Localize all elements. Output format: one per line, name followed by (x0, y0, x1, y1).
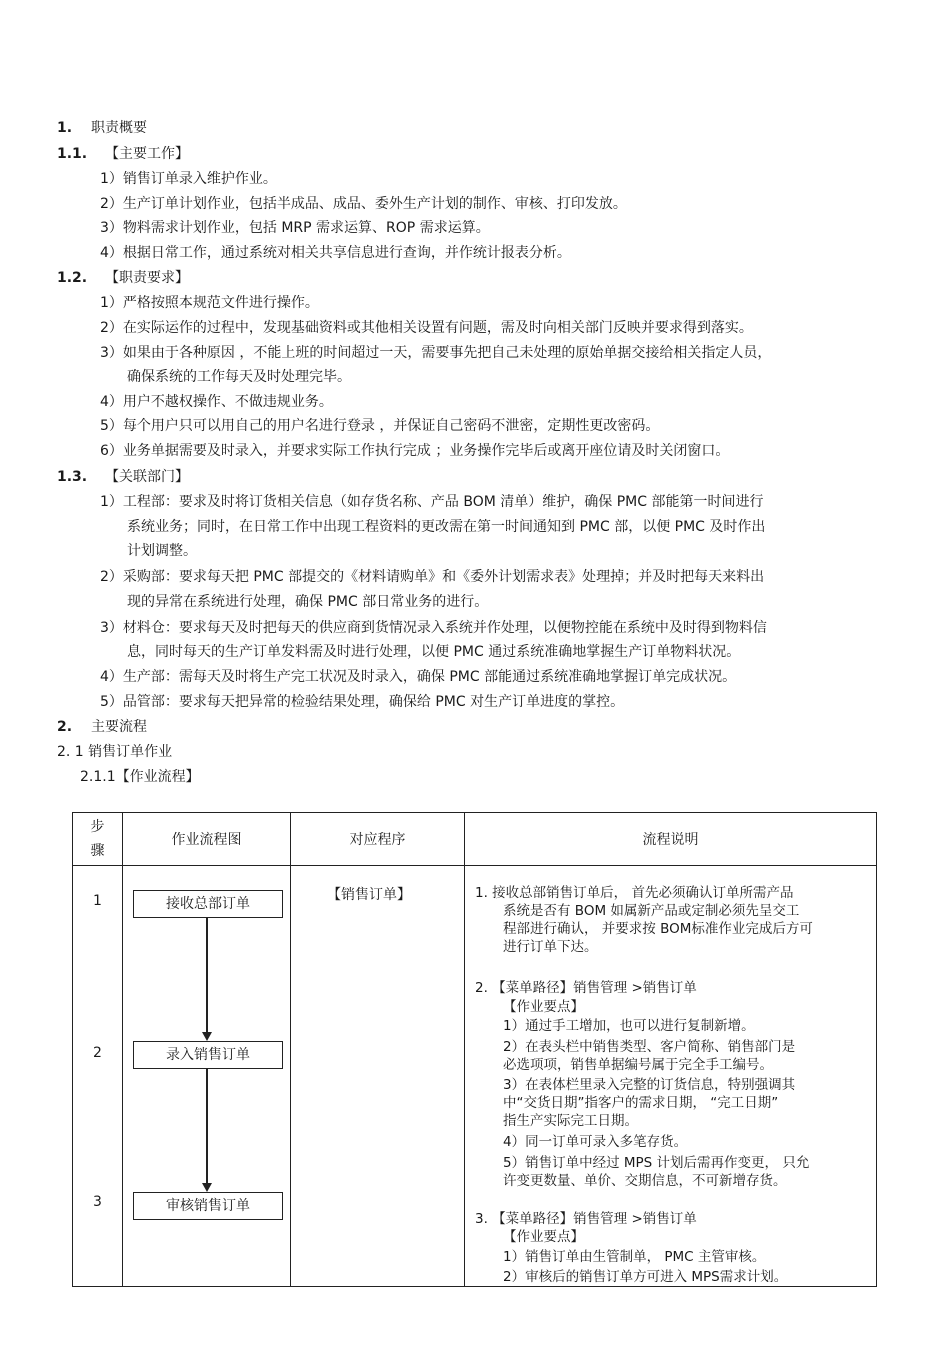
section-number: 1. (57, 120, 73, 136)
list-item: 2）生产订单计划作业，包括半成品、成品、委外生产计划的制作、审核、打印发放。 (100, 196, 627, 212)
header-description: 流程说明 (465, 813, 877, 866)
flow-connector (206, 918, 208, 1033)
list-item: 2）采购部：要求每天把 PMC 部提交的《材料请购单》和《委外计划需求表》处理掉；并及时把每天来料出 (100, 569, 765, 585)
list-item: 1）工程部：要求及时将订货相关信息（如存货名称、产品 BOM 清单）维护，确保 PMC 部能第一时间进行 (100, 494, 764, 510)
list-item: 3）物料需求计划作业，包括 MRP 需求运算、ROP 需求运算。 (100, 220, 490, 236)
section-1-3-heading (57, 467, 189, 487)
list-item: 2）在实际运作的过程中，发现基础资料或其他相关设置有问题，需及时向相关部门反映并要求得到落实。 (100, 320, 753, 336)
section-title: 【职责要求】 (105, 270, 189, 286)
step-number: 2 (93, 1045, 102, 1061)
list-item: 4）用户不越权操作、不做违规业务。 (100, 394, 333, 410)
list-item-continuation: 息，同时每天的生产订单发料需及时进行处理，以便 PMC 通过系统准确地掌握生产订单物料状况。 (127, 644, 741, 660)
table-header-row (73, 813, 877, 866)
list-item-continuation: 现的异常在系统进行处理，确保 PMC 部日常业务的进行。 (127, 594, 489, 610)
description-line: 4）同一订单可录入多笔存货。 (503, 1134, 688, 1150)
list-item: 5）品管部：要求每天把异常的检验结果处理，确保给 PMC 对生产订单进度的掌控。 (100, 694, 625, 710)
section-title: 主要流程 (91, 719, 147, 735)
list-item: 6）业务单据需要及时录入，并要求实际工作执行完成 ；业务操作完毕后或离开座位请及时关闭窗口。 (100, 443, 730, 459)
section-number: 1.2. (57, 270, 88, 286)
description-line: 2. 【菜单路径】销售管理 >销售订单 (475, 980, 697, 996)
section-number: 2. (57, 719, 73, 735)
list-item: 1）严格按照本规范文件进行操作。 (100, 295, 319, 311)
description-line: 2）审核后的销售订单方可进入 MPS需求计划。 (503, 1269, 788, 1285)
subsubsection-heading: 2.1.1【作业流程】 (80, 769, 200, 785)
list-item: 3）材料仓：要求每天及时把每天的供应商到货情况录入系统并作处理，以便物控能在系统中及时得到物料信 (100, 620, 767, 636)
description-line: 许变更数量、单价、交期信息，不可新增存货。 (503, 1173, 787, 1189)
header-program: 对应程序 (291, 813, 465, 866)
program-cell (291, 866, 465, 1287)
description-line: 1）销售订单由生管制单， PMC 主管审核。 (503, 1249, 766, 1265)
flow-box: 录入销售订单 (133, 1041, 283, 1069)
list-item: 4）根据日常工作，通过系统对相关共享信息进行查询，并作统计报表分析。 (100, 245, 571, 261)
list-item: 4）生产部：需每天及时将生产完工状况及时录入，确保 PMC 部能通过系统准确地掌握订单完成状况。 (100, 669, 737, 685)
description-line: 3）在表体栏里录入完整的订货信息，特别强调其 (503, 1077, 796, 1093)
list-item: 1）销售订单录入维护作业。 (100, 171, 277, 187)
description-line: 进行订单下达。 (503, 939, 598, 955)
step-cell (73, 866, 123, 1287)
flow-connector (206, 1069, 208, 1184)
list-item: 3）如果由于各种原因 ，不能上班的时间超过一天，需要事先把自己未处理的原始单据交接给相关指定人员， (100, 345, 772, 361)
step-number: 1 (93, 893, 102, 909)
section-title: 【关联部门】 (105, 469, 189, 485)
description-line: 3. 【菜单路径】销售管理 >销售订单 (475, 1211, 697, 1227)
step-number: 3 (93, 1194, 102, 1210)
description-line: 指生产实际完工日期。 (503, 1113, 638, 1129)
description-line: 【作业要点】 (503, 999, 584, 1015)
section-1-1-heading (57, 144, 189, 164)
arrow-down-icon (202, 1183, 212, 1192)
program-name: 【销售订单】 (327, 887, 411, 903)
description-line: 1）通过手工增加，也可以进行复制新增。 (503, 1018, 755, 1034)
list-item-continuation: 计划调整。 (127, 543, 197, 559)
section-title: 【主要工作】 (105, 146, 189, 162)
list-item-continuation: 系统业务；同时，在日常工作中出现工程资料的更改需在第一时间通知到 PMC 部，以便 PMC 及时作出 (127, 519, 766, 535)
header-flowchart: 作业流程图 (123, 813, 291, 866)
description-line: 程部进行确认， 并要求按 BOM标准作业完成后方可 (503, 921, 813, 937)
description-line: 系统是否有 BOM 如属新产品或定制必须先呈交工 (503, 903, 800, 919)
description-line: 2）在表头栏中销售类型、客户简称、销售部门是 (503, 1039, 796, 1055)
flowchart-cell (123, 866, 291, 1287)
subsection-heading: 2. 1 销售订单作业 (57, 744, 173, 760)
section-number: 1.1. (57, 146, 88, 162)
section-2-heading (57, 717, 147, 737)
description-line: 必选项项，销售单据编号属于完全手工编号。 (503, 1057, 773, 1073)
description-line: 【作业要点】 (503, 1229, 584, 1245)
description-line: 5）销售订单中经过 MPS 计划后需再作变更， 只允 (503, 1155, 810, 1171)
section-number: 1.3. (57, 469, 88, 485)
description-line: 1. 接收总部销售订单后， 首先必须确认订单所需产品 (475, 885, 794, 901)
section-1-2-heading (57, 268, 189, 288)
section-title: 职责概要 (91, 120, 147, 136)
flow-box: 审核销售订单 (133, 1192, 283, 1220)
list-item-continuation: 确保系统的工作每天及时处理完毕。 (127, 369, 351, 385)
flow-box: 接收总部订单 (133, 890, 283, 918)
arrow-down-icon (202, 1032, 212, 1041)
table-row (73, 866, 877, 1287)
process-table (72, 812, 877, 1287)
header-step: 步 骤 (73, 813, 123, 866)
description-cell (465, 866, 877, 1287)
description-line: 中“交货日期”指客户的需求日期， “完工日期” (503, 1095, 779, 1111)
list-item: 5）每个用户只可以用自己的用户名进行登录 ，并保证自己密码不泄密，定期性更改密码。 (100, 418, 660, 434)
section-1-heading (57, 118, 147, 138)
